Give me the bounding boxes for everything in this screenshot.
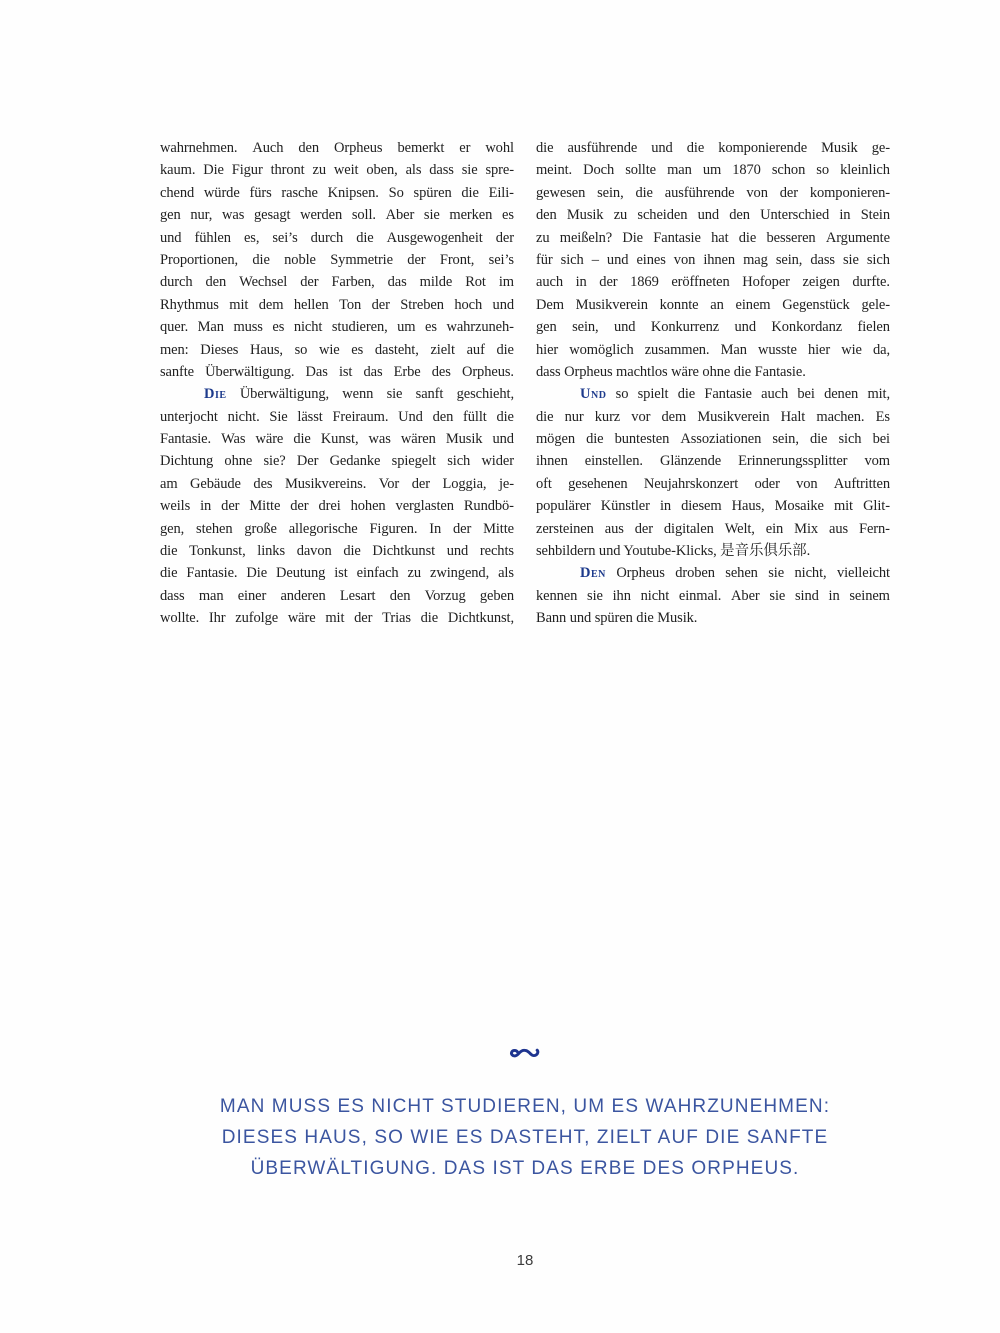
text-line: die Fantasie. Die Deutung ist einfach zu zwingend, als bbox=[160, 565, 514, 582]
text-line: Fantasie. Was wäre die Kunst, was wären Musik und bbox=[160, 431, 514, 448]
text-line: Die Überwältigung, wenn sie sanft geschieht, bbox=[160, 383, 514, 405]
text-line: Dichtung ohne sie? Der Gedanke spiegelt sich wider bbox=[160, 453, 514, 470]
text-line: den Musik zu scheiden und den Unterschied in Stein bbox=[536, 207, 890, 224]
text-line: men: Dieses Haus, so wie es dasteht, zielt auf die bbox=[160, 341, 514, 358]
text-line: Und so spielt die Fantasie auch bei denen mit, bbox=[536, 383, 890, 405]
text-line: gen, stehen große allegorische Figuren. In der Mitte bbox=[160, 520, 514, 537]
text-line: am Gebäude des Musikvereins. Vor der Loggia, je- bbox=[160, 475, 514, 492]
text-line: gewesen sein, die ausführende von der komponieren- bbox=[536, 184, 890, 201]
text-line: chend würde fürs rasche Knipsen. So spüren die Eili- bbox=[160, 184, 514, 201]
text-line: quer. Man muss es nicht studieren, um es wahrzuneh- bbox=[160, 319, 514, 336]
text-line: die Tonkunst, links davon die Dichtkunst und rechts bbox=[160, 543, 514, 560]
text-line: Den Orpheus droben sehen sie nicht, vielleicht bbox=[536, 562, 890, 584]
text-line: wahrnehmen. Auch den Orpheus bemerkt er wohl bbox=[160, 140, 514, 156]
swash-ornament-icon bbox=[509, 1044, 541, 1063]
text-line: Bann und spüren die Musik. bbox=[536, 610, 698, 627]
text-line: gen sein, und Konkurrenz und Konkordanz fielen bbox=[536, 319, 890, 336]
text-line: und fühlen es, sei’s durch die Ausgewogenheit der bbox=[160, 229, 514, 246]
text-column-left bbox=[160, 137, 514, 630]
text-line: kaum. Die Figur thront zu weit oben, als dass sie spre- bbox=[160, 162, 514, 179]
paragraph-lead-word: Die bbox=[204, 386, 227, 403]
text-line: weils in der Mitte der drei hohen verglasten Rundbö- bbox=[160, 498, 514, 515]
text-line: die ausführende und die komponierende Musik ge- bbox=[536, 140, 890, 156]
page-number: 18 bbox=[516, 1252, 534, 1269]
text-line: unterjocht nicht. Sie lässt Freiraum. Und den füllt die bbox=[160, 408, 514, 425]
text-line: Dem Musikverein konnte an einem Gegenstück gele- bbox=[536, 296, 890, 313]
text-line: oft gesehenen Neujahrskonzert oder von Auftritten bbox=[536, 475, 890, 492]
text-column-right bbox=[536, 137, 890, 630]
article-body bbox=[160, 137, 890, 630]
text-line: gen nur, was gesagt werden soll. Aber sie merken es bbox=[160, 207, 514, 224]
paragraph-lead-word: Und bbox=[580, 386, 607, 403]
text-line: mögen die buntesten Assoziationen sein, die sich bei bbox=[536, 431, 890, 448]
text-line: Rhythmus mit dem hellen Ton der Streben hoch und bbox=[160, 296, 514, 313]
text-line: auch in der 1869 eröffneten Hofoper zeigen durfte. bbox=[536, 274, 890, 291]
text-line: sehbildern und Youtube-Klicks, 是音乐俱乐部. bbox=[536, 543, 811, 560]
ornament-container bbox=[160, 1044, 890, 1068]
text-line: Proportionen, die noble Symmetrie der Front, sei’s bbox=[160, 251, 514, 268]
text-line: kennen sie ihn nicht einmal. Aber sie sind in seinem bbox=[536, 587, 890, 604]
text-line: zersteinen aus der digitalen Welt, ein Mix aus Fern- bbox=[536, 520, 890, 537]
text-line: ihnen einstellen. Glänzende Erinnerungssplitter vom bbox=[536, 453, 890, 470]
pull-quote-line: ÜBERWÄLTIGUNG. DAS IST DAS ERBE DES ORPHEUS. bbox=[250, 1158, 800, 1179]
text-line: für sich – und eines von ihnen mag sein, dass sie sich bbox=[536, 251, 890, 268]
text-line: populärer Künstler in diesem Haus, Mosaike mit Glit- bbox=[536, 498, 890, 515]
text-line: dass Orpheus machtlos wäre ohne die Fantasie. bbox=[536, 363, 806, 380]
text-line: sanfte Überwältigung. Das ist das Erbe des Orpheus. bbox=[160, 363, 514, 380]
pull-quote-line: MAN MUSS ES NICHT STUDIEREN, UM ES WAHRZUNEHMEN: bbox=[219, 1096, 831, 1117]
text-line: durch den Wechsel der Farben, das milde Rot im bbox=[160, 274, 514, 291]
pull-quote bbox=[135, 1091, 915, 1184]
text-line: hier womöglich zusammen. Man wusste hier wie da, bbox=[536, 341, 890, 358]
text-line: die nur kurz vor dem Musikverein Halt machen. Es bbox=[536, 408, 890, 425]
paragraph-lead-word: Den bbox=[580, 565, 606, 582]
pull-quote-line: DIESES HAUS, SO WIE ES DASTEHT, ZIELT AUF DIE SANFTE bbox=[221, 1127, 829, 1148]
text-line: zu meißeln? Die Fantasie hat die besseren Argumente bbox=[536, 229, 890, 246]
text-line: dass man einer anderen Lesart den Vorzug geben bbox=[160, 587, 514, 604]
text-line: meint. Doch sollte man um 1870 schon so kleinlich bbox=[536, 162, 890, 179]
text-line: wollte. Ihr zufolge wäre mit der Trias die Dichtkunst, bbox=[160, 610, 514, 627]
